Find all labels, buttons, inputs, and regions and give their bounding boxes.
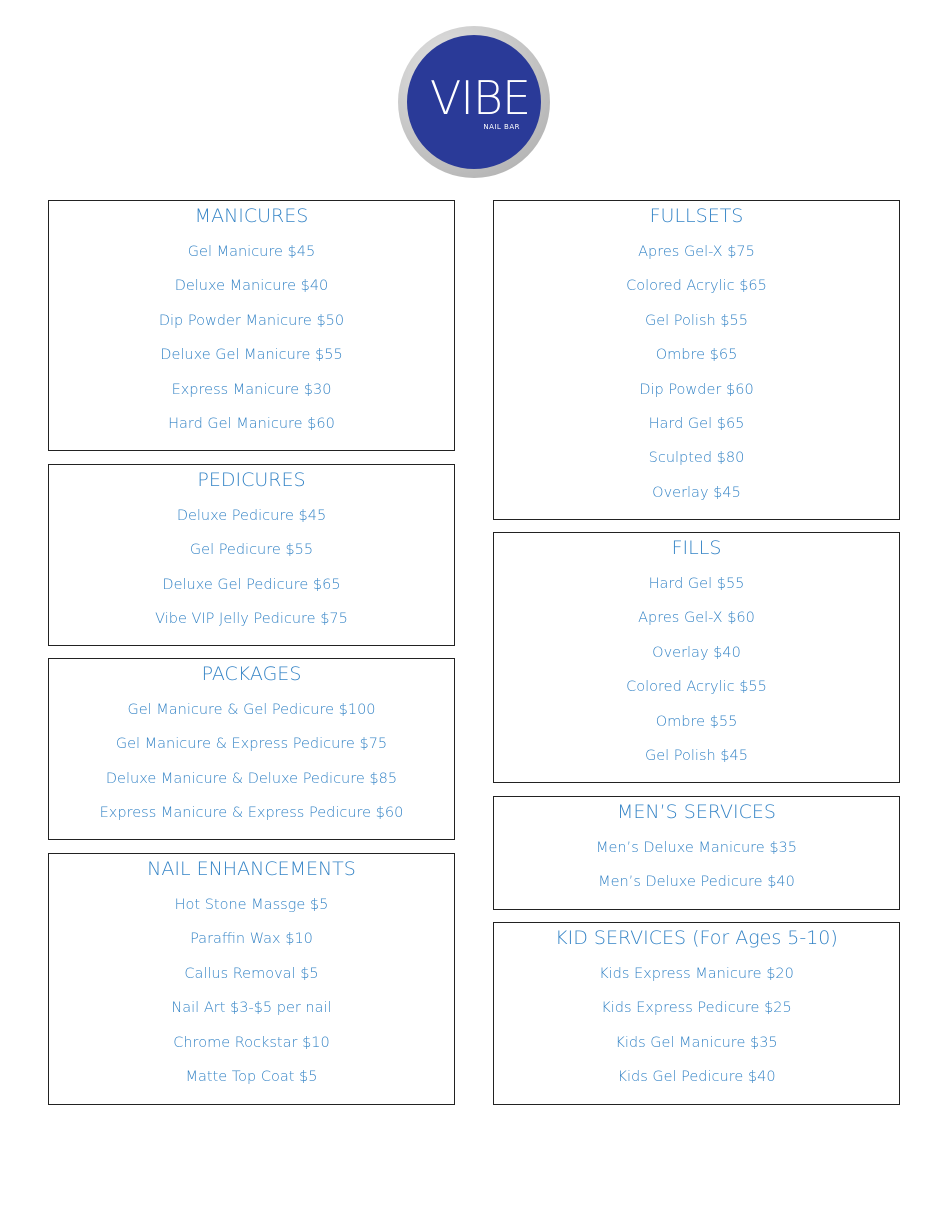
- logo-wordmark: VIBE: [429, 71, 531, 125]
- service-item: Hard Gel $65: [648, 415, 745, 432]
- section-pedicures: [48, 464, 455, 646]
- service-item: Apres Gel-X $60: [638, 610, 755, 627]
- service-item: Hard Gel Manicure $60: [168, 415, 335, 432]
- service-item: Hard Gel $55: [648, 576, 745, 592]
- service-list: [49, 893, 454, 1099]
- service-item: Dip Powder Manicure $50: [158, 312, 345, 329]
- service-item: Sculpted $80: [648, 450, 745, 467]
- section-kid-services: [493, 922, 900, 1105]
- section-title: NAIL ENHANCEMENTS: [147, 858, 356, 880]
- service-list: [49, 504, 454, 642]
- service-item: Callus Removal $5: [184, 965, 319, 982]
- service-list: [494, 836, 899, 905]
- logo-subtitle: NAIL BAR: [483, 123, 520, 131]
- vibe-nail-bar-logo: [398, 26, 550, 178]
- service-item: Gel Manicure $45: [187, 244, 316, 260]
- service-list: [494, 962, 899, 1100]
- service-item: Deluxe Gel Pedicure $65: [162, 576, 341, 593]
- section-title: FILLS: [671, 537, 722, 559]
- service-item: Men’s Deluxe Manicure $35: [596, 840, 797, 856]
- service-item: Gel Manicure & Express Pedicure $75: [115, 736, 388, 753]
- section-title: KID SERVICES (For Ages 5-10): [555, 927, 838, 949]
- service-item: Colored Acrylic $55: [626, 679, 767, 696]
- section-title: PACKAGES: [201, 663, 302, 685]
- service-item: Hot Stone Massge $5: [174, 897, 329, 913]
- service-item: Gel Polish $45: [645, 747, 748, 764]
- service-item: Chrome Rockstar $10: [173, 1034, 330, 1051]
- service-item: Matte Top Coat $5: [185, 1068, 318, 1085]
- service-item: Express Manicure & Express Pedicure $60: [99, 805, 404, 822]
- service-list: [49, 240, 454, 446]
- service-item: Vibe VIP Jelly Pedicure $75: [155, 611, 348, 628]
- service-item: Express Manicure $30: [171, 381, 332, 398]
- service-item: Deluxe Manicure & Deluxe Pedicure $85: [105, 770, 398, 787]
- service-list: [49, 698, 454, 836]
- service-list: [494, 572, 899, 778]
- logo-badge: [407, 35, 541, 169]
- service-item: Gel Polish $55: [645, 312, 748, 329]
- service-item: Overlay $45: [652, 484, 741, 501]
- service-item: Men’s Deluxe Pedicure $40: [598, 874, 795, 891]
- service-item: Deluxe Pedicure $45: [176, 508, 327, 524]
- service-item: Colored Acrylic $65: [626, 278, 767, 295]
- service-item: Paraffin Wax $10: [190, 931, 313, 948]
- service-item: Nail Art $3-$5 per nail: [171, 1000, 332, 1017]
- section-title: MANICURES: [194, 205, 309, 227]
- section-nail-enhancements: [48, 853, 455, 1105]
- service-item: Dip Powder $60: [639, 381, 754, 398]
- service-item: Gel Manicure & Gel Pedicure $100: [127, 702, 376, 718]
- section-title: PEDICURES: [197, 469, 306, 491]
- service-item: Gel Pedicure $55: [189, 542, 314, 559]
- service-item: Kids Express Pedicure $25: [601, 1000, 792, 1017]
- section-packages: [48, 658, 455, 840]
- service-item: Apres Gel-X $75: [638, 244, 755, 260]
- section-fills: [493, 532, 900, 783]
- service-item: Ombre $65: [655, 347, 738, 364]
- section-title: FULLSETS: [649, 205, 744, 227]
- service-item: Ombre $55: [655, 713, 738, 730]
- service-item: Kids Express Manicure $20: [599, 966, 794, 982]
- section-manicures: [48, 200, 455, 451]
- section-fullsets: [493, 200, 900, 520]
- service-item: Deluxe Gel Manicure $55: [160, 347, 343, 364]
- service-item: Kids Gel Pedicure $40: [617, 1069, 776, 1086]
- service-item: Deluxe Manicure $40: [174, 278, 329, 295]
- service-list: [494, 240, 899, 515]
- section-title: MEN’S SERVICES: [617, 801, 776, 823]
- section-mens-services: [493, 796, 900, 910]
- service-item: Kids Gel Manicure $35: [615, 1034, 778, 1051]
- service-item: Overlay $40: [652, 644, 741, 661]
